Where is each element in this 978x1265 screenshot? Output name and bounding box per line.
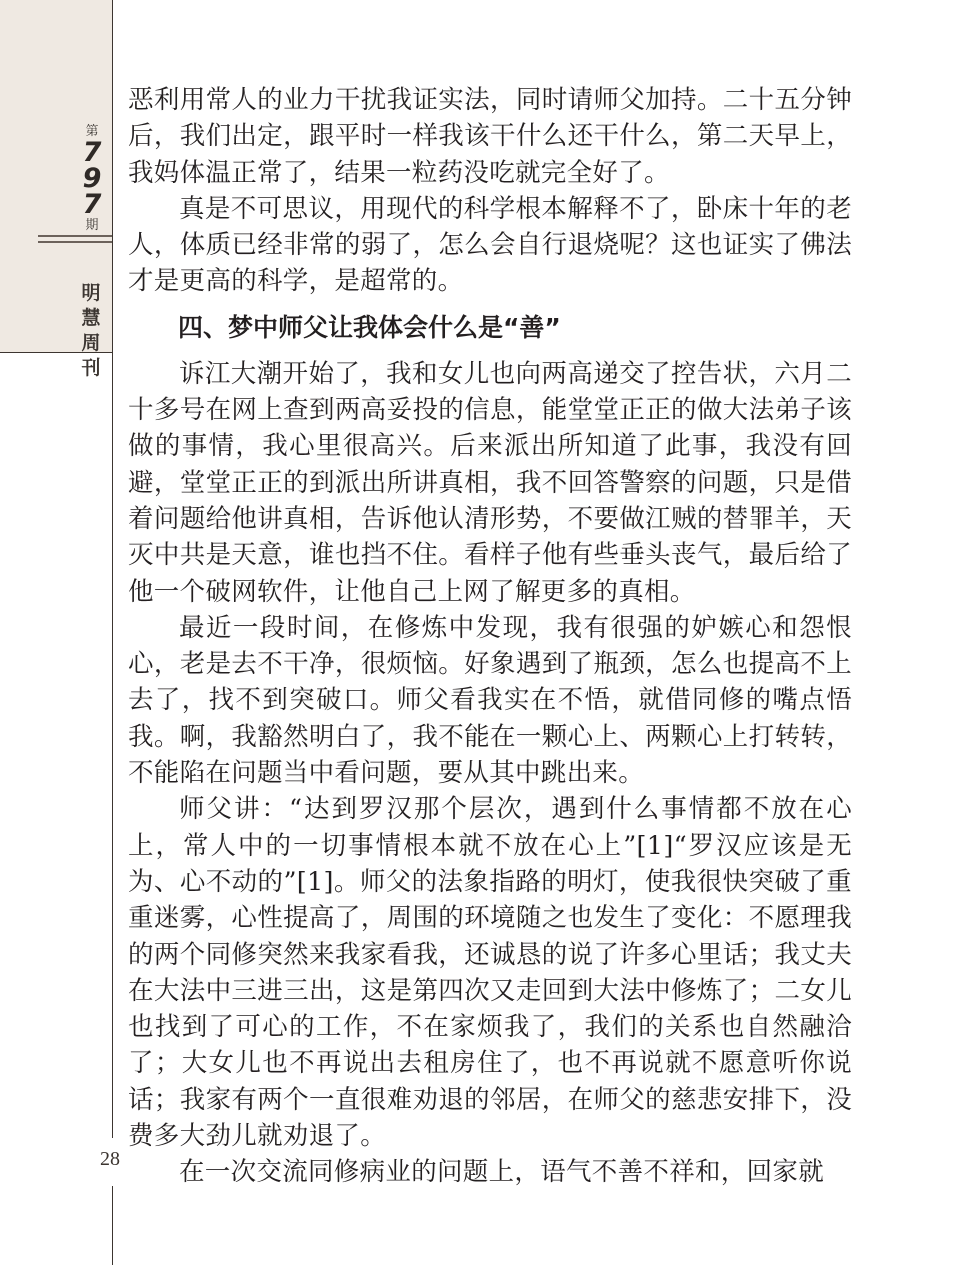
issue-number: [70, 137, 114, 220]
magazine-title: [70, 256, 112, 381]
issue-label: [70, 124, 114, 234]
paragraph: 真是不可思议，用现代的科学根本解释不了，卧床十年的老人，体质已经非常的弱了，怎么会自行退烧呢？这也证实了佛法才是更高的科学，是超常的。: [128, 193, 852, 297]
margin-rule-upper: [112, 352, 113, 1138]
page-number: 28: [100, 1148, 120, 1170]
section-heading: 四、梦中师父让我体会什么是“善”: [178, 312, 561, 342]
paragraph: 师父讲：“达到罗汉那个层次，遇到什么事情都不放在心上，常人中的一切事情根本就不放在心上”[1]“罗汉应该是无为、心不动的”[1]。师父的法象指路的明灯，使我很快突破了重重迷雾，心性提高了，周围的环境随之也发生了变化：不愿理我的两个同修突然来我家看我，还诚恳的说了许多心里话；我丈夫在大法中三进三出，这是第四次又走回到大法中修炼了；二女儿也找到了可心的工作，不在家烦我了，我们的关系也自然融洽了；大女儿也不再说出去租房住了，也不再说就不愿意听你说话；我家有两个一直很难劝退的邻居，在师父的慈悲安排下，没费多大劲儿就劝退了。: [128, 794, 852, 1152]
sidebar-divider-top: [38, 235, 112, 237]
issue-suffix: 期: [85, 218, 99, 233]
sidebar-divider-bottom: [38, 241, 112, 243]
paragraph-continued: 恶利用常人的业力干扰我证实法，同时请师父加持。二十五分钟后，我们出定，跟平时一样我该干什么还干什么，第二天早上，我妈体温正常了，结果一粒药没吃就完全好了。: [128, 85, 852, 188]
article-body: [128, 82, 852, 1191]
issue-number-digits: 7 9 7: [82, 137, 102, 220]
paragraph: 最近一段时间，在修炼中发现，我有很强的妒嫉心和怨恨心，老是去不干净，很烦恼。好象遇到了瓶颈，怎么也提高不上去了，找不到突破口。师父看我实在不悟，就借同修的嘴点悟我。啊，我豁然明白了，我不能在一颗心上、两颗心上打转转，不能陷在问题当中看问题，要从其中跳出来。: [128, 612, 852, 789]
paragraph: 诉江大潮开始了，我和女儿也向两高递交了控告状，六月二十多号在网上查到两高妥投的信息，能堂堂正正的做大法弟子该做的事情，我心里很高兴。后来派出所知道了此事，我没有回避，堂堂正正的到派出所讲真相，我不回答警察的问题，只是借着问题给他讲真相，告诉他认清形势，不要做江贼的替罪羊，天灭中共是天意，谁也挡不住。看样子他有些垂头丧气，最后给了他一个破网软件，让他自己上网了解更多的真相。: [128, 358, 852, 607]
margin-rule-lower: [112, 1186, 113, 1265]
magazine-title-text: 明 慧 周 刊: [81, 282, 101, 379]
issue-prefix: 第: [85, 124, 99, 139]
paragraph-last: 在一次交流同修病业的问题上，语气不善不祥和，回家就: [179, 1157, 825, 1188]
